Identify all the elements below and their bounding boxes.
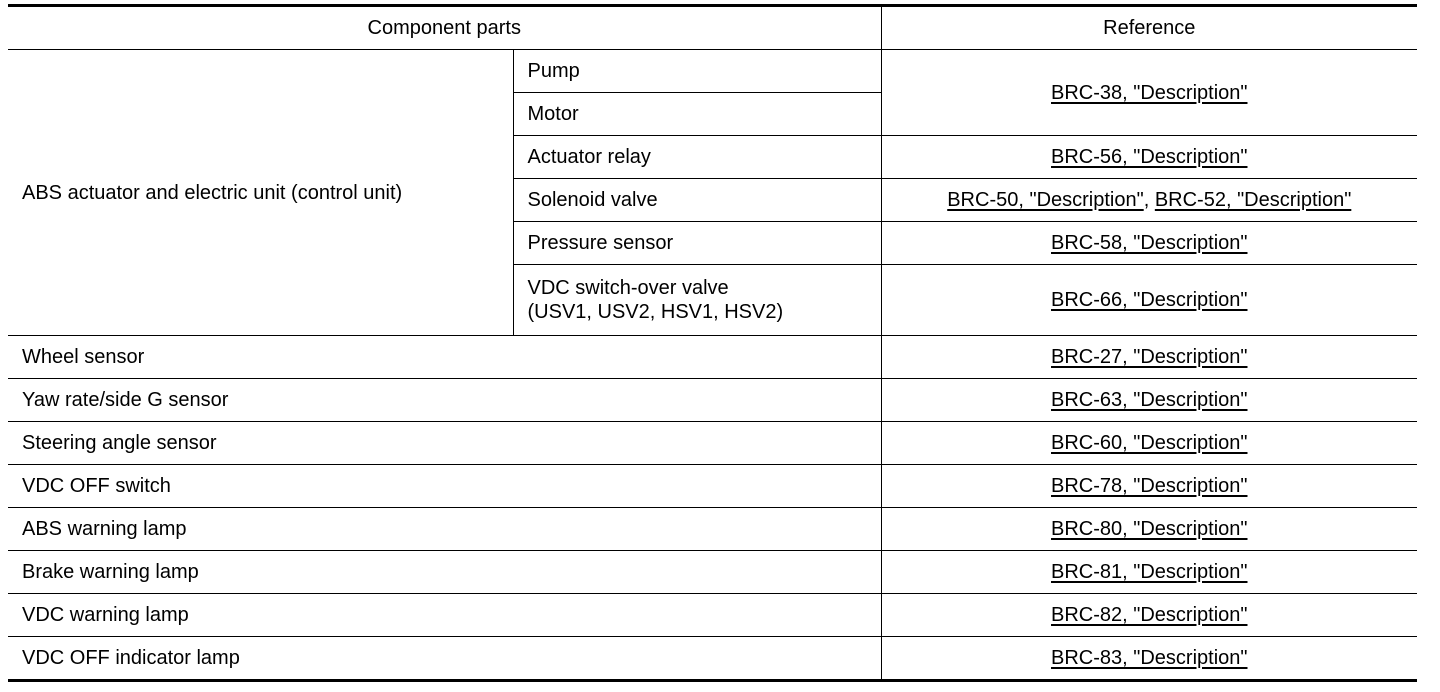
reference-link[interactable]: BRC-82, "Description" bbox=[1051, 604, 1248, 626]
reference-cell bbox=[881, 265, 1417, 336]
table-row bbox=[8, 465, 1417, 508]
reference-link[interactable]: BRC-27, "Description" bbox=[1051, 346, 1248, 368]
table-row bbox=[8, 50, 1417, 93]
header-component-parts: Component parts bbox=[8, 6, 881, 50]
table-row bbox=[8, 508, 1417, 551]
sub-part-line: (USV1, USV2, HSV1, HSV2) bbox=[527, 301, 784, 323]
reference-cell bbox=[881, 508, 1417, 551]
sub-part-cell: Pump bbox=[513, 50, 881, 93]
part-cell: ABS warning lamp bbox=[8, 508, 881, 551]
reference-separator: , bbox=[1143, 189, 1155, 211]
sub-part-cell bbox=[513, 265, 881, 336]
sub-part-cell: Actuator relay bbox=[513, 136, 881, 179]
component-reference-table bbox=[8, 4, 1417, 682]
reference-link[interactable]: BRC-66, "Description" bbox=[1051, 289, 1248, 311]
part-cell: Steering angle sensor bbox=[8, 422, 881, 465]
table-row bbox=[8, 637, 1417, 681]
reference-link[interactable]: BRC-60, "Description" bbox=[1051, 432, 1248, 454]
reference-cell bbox=[881, 222, 1417, 265]
header-row bbox=[8, 6, 1417, 50]
reference-cell bbox=[881, 379, 1417, 422]
part-cell: Wheel sensor bbox=[8, 336, 881, 379]
reference-cell bbox=[881, 551, 1417, 594]
part-cell: VDC warning lamp bbox=[8, 594, 881, 637]
reference-link[interactable]: BRC-78, "Description" bbox=[1051, 475, 1248, 497]
reference-link[interactable]: BRC-52, "Description" bbox=[1154, 189, 1352, 211]
reference-cell bbox=[881, 336, 1417, 379]
reference-link[interactable]: BRC-38, "Description" bbox=[1051, 81, 1248, 104]
reference-link[interactable]: BRC-56, "Description" bbox=[1051, 146, 1248, 168]
reference-cell bbox=[881, 422, 1417, 465]
reference-link[interactable]: BRC-83, "Description" bbox=[1051, 647, 1248, 669]
reference-cell bbox=[881, 637, 1417, 681]
table-row bbox=[8, 594, 1417, 637]
reference-link[interactable]: BRC-80, "Description" bbox=[1051, 518, 1248, 540]
reference-cell bbox=[881, 50, 1417, 136]
sub-part-cell: Motor bbox=[513, 93, 881, 136]
reference-cell bbox=[881, 136, 1417, 179]
reference-cell bbox=[881, 179, 1417, 222]
table-row bbox=[8, 379, 1417, 422]
header-reference: Reference bbox=[881, 6, 1417, 50]
reference-cell bbox=[881, 465, 1417, 508]
table-row bbox=[8, 551, 1417, 594]
abs-unit-cell: ABS actuator and electric unit (control unit) bbox=[8, 50, 513, 336]
part-cell: VDC OFF switch bbox=[8, 465, 881, 508]
part-cell: Brake warning lamp bbox=[8, 551, 881, 594]
reference-link[interactable]: BRC-63, "Description" bbox=[1051, 389, 1248, 411]
sub-part-cell: Solenoid valve bbox=[513, 179, 881, 222]
reference-cell bbox=[881, 594, 1417, 637]
reference-link[interactable]: BRC-81, "Description" bbox=[1051, 561, 1248, 583]
table-row bbox=[8, 422, 1417, 465]
part-cell: Yaw rate/side G sensor bbox=[8, 379, 881, 422]
sub-part-line: VDC switch-over valve bbox=[527, 277, 729, 299]
part-cell: VDC OFF indicator lamp bbox=[8, 637, 881, 681]
reference-link[interactable]: BRC-58, "Description" bbox=[1051, 232, 1248, 254]
sub-part-cell: Pressure sensor bbox=[513, 222, 881, 265]
reference-link[interactable]: BRC-50, "Description" bbox=[947, 189, 1144, 211]
table-row bbox=[8, 336, 1417, 379]
